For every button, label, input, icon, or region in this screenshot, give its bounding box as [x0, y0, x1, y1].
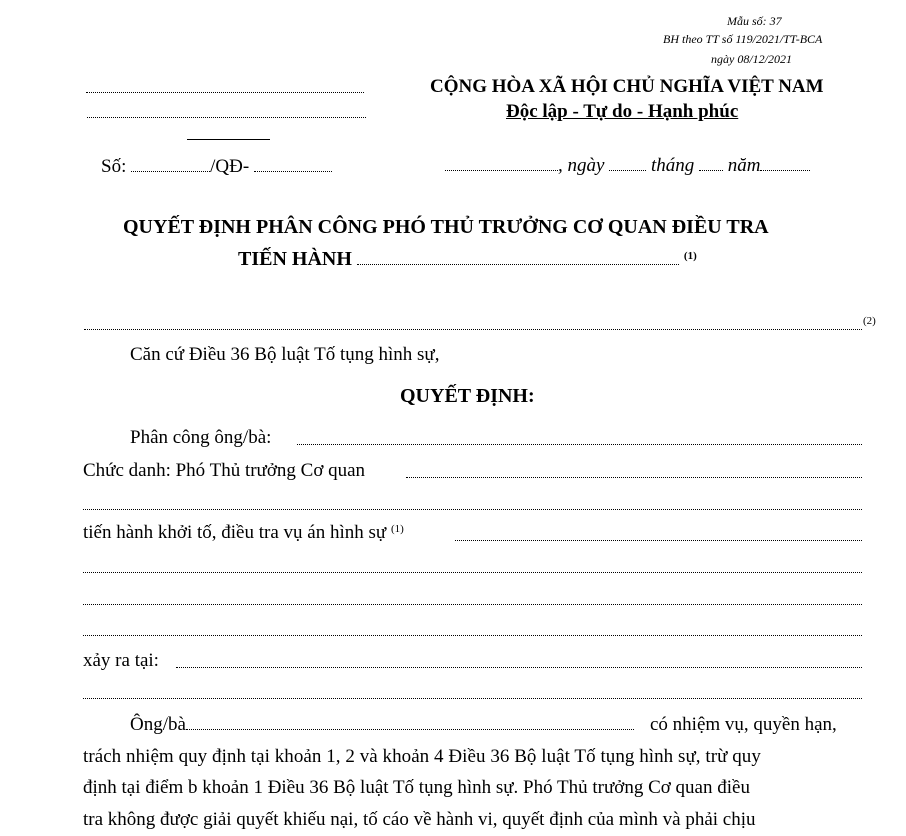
form-issued-date: ngày 08/12/2021	[711, 52, 792, 66]
assignee-name-field[interactable]	[297, 444, 862, 445]
duty-para-line2: trách nhiệm quy định tại khoản 1, 2 và khoản 4 Điều 36 Bộ luật Tố tụng hình sự, trừ quy	[83, 746, 761, 767]
agency-name-field[interactable]	[87, 117, 366, 118]
location-label: xảy ra tại:	[83, 650, 159, 671]
duty-para-line1-end: có nhiệm vụ, quyền hạn,	[650, 714, 837, 735]
number-suffix: /QĐ-	[210, 156, 250, 177]
number-field[interactable]	[131, 171, 210, 172]
position-label: Chức danh: Phó Thủ trưởng Cơ quan	[83, 460, 366, 481]
case-field-4[interactable]	[83, 635, 862, 636]
decision-heading: QUYẾT ĐỊNH:	[400, 385, 535, 407]
agency-underline	[187, 139, 270, 140]
number-label: Số:	[101, 156, 127, 177]
day-label: ngày	[567, 155, 605, 176]
location-field-cont[interactable]	[83, 698, 862, 699]
day-field[interactable]	[609, 170, 646, 171]
position-agency-field[interactable]	[406, 477, 862, 478]
legal-basis: Căn cứ Điều 36 Bộ luật Tố tụng hình sự,	[130, 344, 440, 365]
document-title-line1: QUYẾT ĐỊNH PHÂN CÔNG PHÓ THỦ TRƯỞNG CƠ QUAN ĐIỀU TRA	[123, 216, 769, 238]
year-field[interactable]	[760, 170, 810, 171]
footnote-1-ref: (1)	[390, 523, 404, 535]
agency-code-field[interactable]	[254, 171, 332, 172]
case-field-2[interactable]	[83, 572, 862, 573]
agency-superior-field[interactable]	[86, 92, 364, 93]
month-label: tháng	[650, 155, 695, 176]
date-line: , ngày tháng năm	[445, 155, 810, 177]
duty-para-line3: định tại điểm b khoản 1 Điều 36 Bộ luật Tố tụng hình sự. Phó Thủ trưởng Cơ quan điều	[83, 777, 750, 798]
case-field-3[interactable]	[83, 604, 862, 605]
national-motto: Độc lập - Tự do - Hạnh phúc	[506, 101, 739, 122]
form-number: Mẫu số: 37	[727, 14, 782, 28]
form-issued-by: BH theo TT số 119/2021/TT-BCA	[663, 32, 823, 46]
document-title-line2: TIẾN HÀNH $^{(1)}$	[238, 248, 697, 270]
year-label: năm	[727, 155, 761, 176]
case-type-field[interactable]	[357, 264, 679, 265]
assign-label: Phân công ông/bà:	[130, 427, 272, 448]
duty-para-line4: tra không được giải quyết khiếu nại, tố cáo về hành vi, quyết định của mình và phải chịu	[83, 809, 756, 830]
place-field[interactable]	[445, 170, 558, 171]
agency-full-name-field[interactable]	[84, 329, 862, 330]
country-name: CỘNG HÒA XÃ HỘI CHỦ NGHĨA VIỆT NAM	[430, 76, 824, 97]
duty-para-line1: Ông/bà	[130, 714, 634, 736]
proceed-label: tiến hành khởi tố, điều tra vụ án hình sự $^{(1)}$	[83, 522, 404, 543]
officer-name-field[interactable]	[186, 729, 634, 730]
month-field[interactable]	[699, 170, 723, 171]
footnote-2: (2)	[863, 315, 876, 327]
decision-number-line	[101, 156, 332, 178]
footnote-1: (1)	[683, 250, 697, 262]
case-field-1[interactable]	[455, 540, 862, 541]
location-field[interactable]	[176, 667, 862, 668]
position-agency-field-cont[interactable]	[83, 509, 862, 510]
